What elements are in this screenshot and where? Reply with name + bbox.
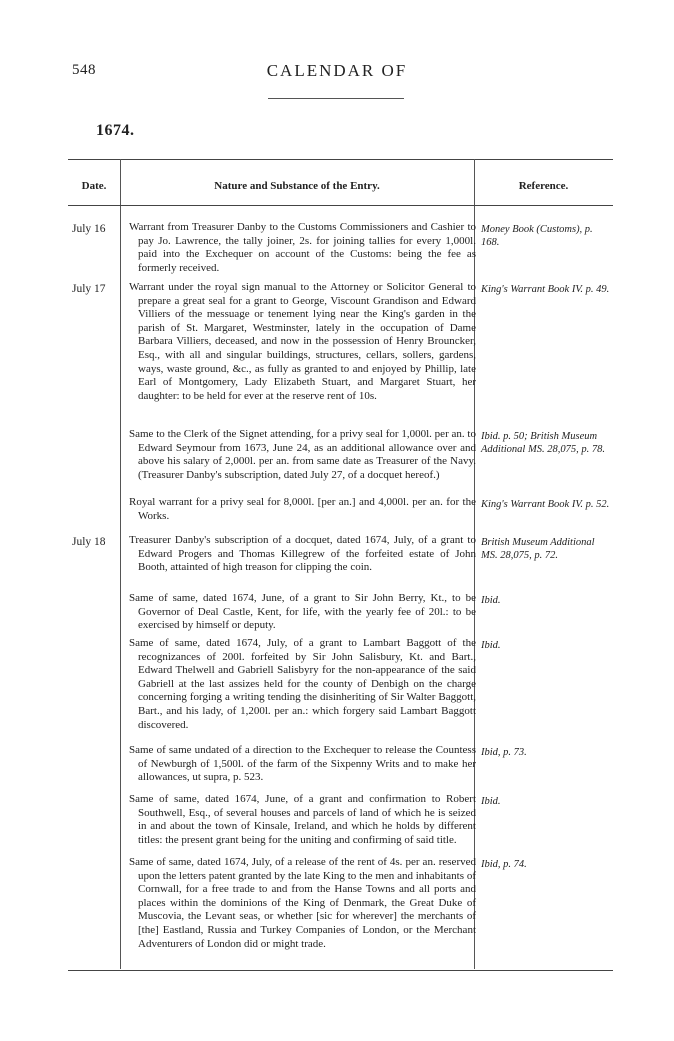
- entry-reference: British Museum Additional MS. 28,075, p. 72.: [481, 537, 595, 561]
- entry-date: July 18: [72, 536, 106, 548]
- entry-reference: Ibid, p. 74.: [481, 859, 527, 870]
- year-heading: 1674.: [96, 122, 135, 139]
- entry-text: Same of same, dated 1674, July, of a release of the rent of 4s. per an. reserved upon the letters patent granted by the late King to the men and inhabitants of Cornwall, for a free trade to and from the Hanse Towns and all ports and places within the dominions of the King of Denmark, the Great Duke of Muscovia, the Levant seas, or whether [sic for wherever] the merchants of [the] Eastland, Russia and Turkey Companies of London, or the Merchant Adventurers of London did or might trade.: [129, 856, 476, 950]
- title-rule: [268, 98, 404, 99]
- entry-reference: King's Warrant Book IV. p. 52.: [481, 499, 610, 510]
- entry-reference: Ibid.: [481, 796, 501, 807]
- entry-date: July 17: [72, 283, 106, 295]
- entry-reference: Ibid, p. 73.: [481, 747, 527, 758]
- entry-reference: King's Warrant Book IV. p. 49.: [481, 284, 610, 295]
- entry-text: Same of same, dated 1674, June, of a grant and confirmation to Robert Southwell, Esq., of several houses and parcels of land of which he is seized in and about the town of Kinsale, Ireland, and which he holds by different titles: the present grant being for the uniting and confirming of said title.: [129, 793, 476, 846]
- column-header-nature: Nature and Substance of the Entry.: [214, 180, 380, 192]
- entry-text: Same of same undated of a direction to the Exchequer to release the Countess of Newburgh of 1,500l. of the farm of the Sixpenny Writs and to make her allowances, ut supra, p. 523.: [129, 744, 476, 784]
- running-title: CALENDAR OF: [266, 61, 408, 80]
- column-header-reference: Reference.: [518, 180, 569, 192]
- entry-date: July 16: [72, 223, 106, 235]
- entry-reference: Ibid.: [481, 640, 501, 651]
- entry-text: Same of same, dated 1674, July, of a grant to Lambart Baggott of the recognizances of 200l. forfeited by Sir John Salisbury, Kt. and Bart., Edward Thelwell and Gabriell Salisbyry for the non-appearance of the said Gabriell at the last assizes held for the county of Denbigh on the charge concerning forging a writing tending the disinheriting of Sir Walter Baggott, Bart., and his lady, of 1,200l. per an.: which forgery said Lambart Baggott discovered.: [129, 637, 476, 731]
- entry-text: Same of same, dated 1674, June, of a grant to Sir John Berry, Kt., to be Governor of Deal Castle, Kent, for life, with the yearly fee of 20l.: to be exercised by himself or deputy.: [129, 592, 476, 632]
- header-rule: [68, 205, 613, 206]
- entry-text: Royal warrant for a privy seal for 8,000l. [per an.] and 4,000l. per an. for the Works.: [129, 496, 476, 522]
- entry-reference: Money Book (Customs), p. 168.: [481, 224, 593, 248]
- entry-reference: Ibid.: [481, 595, 501, 606]
- column-header-date: Date.: [81, 180, 107, 192]
- entry-text: Same to the Clerk of the Signet attending, for a privy seal for 1,000l. per an. to Edward Seymour from 1673, June 24, as an additional allowance over and above his salary of 2,000l. per an. from same date as Treasurer of the Navy. (Treasurer Danby's subscription, dated July 27, of a docquet hereof.): [129, 428, 476, 481]
- column-rule: [120, 159, 121, 969]
- entry-text: Treasurer Danby's subscription of a docquet, dated 1674, July, of a grant to Edward Progers and Thomas Killegrew of the forfeited estate of John Booth, attainted of high treason for clipping the coin.: [129, 534, 476, 574]
- entry-text: Warrant under the royal sign manual to the Attorney or Solicitor General to prepare a great seal for a grant to George, Viscount Grandison and Edward Villiers of the messuage or tenement lying near the King's garden in the parish of St. Margaret, Westminster, lately in the occupation of Dame Barbara Villiers, deceased, and now in the possession of Henry Brouncker, Esq., with all and singular buildings, structures, cellars, sollers, gardens, ways, waste ground, &c., as fully as granted to and enjoyed by Phillip, late Earl of Montgomery, Lady Elizabeth Stuart, and Margaret Stuart, her daughter: to be held for ever at the reserve rent of 10s.: [129, 281, 476, 402]
- entry-text: Warrant from Treasurer Danby to the Customs Commissioners and Cashier to pay Jo. Lawrence, the tally joiner, 2s. for joining tallies for every 1,000l. paid into the Exchequer on account of the Customs: being the fee as formerly received.: [129, 221, 476, 274]
- entry-reference: Ibid. p. 50; British Museum Additional MS. 28,075, p. 78.: [481, 431, 605, 455]
- page-number: 548: [72, 62, 96, 78]
